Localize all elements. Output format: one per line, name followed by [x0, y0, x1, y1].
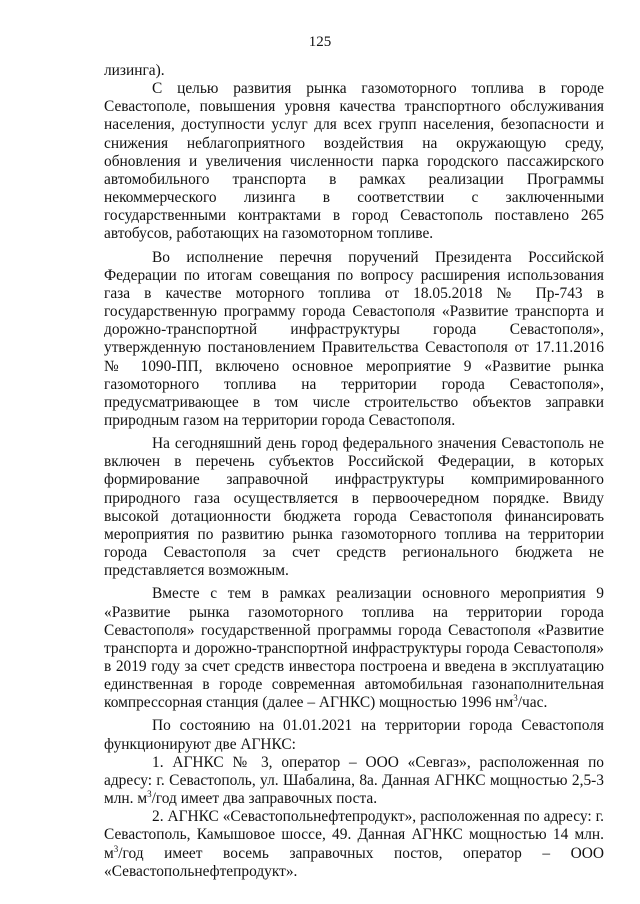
paragraph-5: [104, 585, 604, 712]
document-body: [104, 62, 604, 881]
page-number: 125: [308, 34, 332, 50]
paragraph-1-text: лизинга).: [104, 62, 165, 79]
paragraph-4-text: На сегодняшний день город федерального значения Севастополь не включен в перечень субъектов Российской Федерации, в которых формирование заправочной инфраструктуры компримированного природного газа осуществляется в первоочередном порядке. Ввиду высокой дотационности бюджета города Севастополя финансировать мероприятия по развитию рынка газомоторного топлива на территории города Севастополя за счет средств регионального бюджета не представляется возможным.: [104, 435, 604, 580]
list-item-2-text: 2. АГНКС «Севастопольнефтепродукт», расположенная по адресу: г. Севастополь, Камышовое шоссе, 49. Данная АГНКС мощностью 14 млн. м: [104, 808, 604, 862]
list-item-1-text: 1. АГНКС № 3, оператор – ООО «Севгаз», расположенная по адресу: г. Севастополь, ул. Шабалина, 8а. Данная АГНКС мощностью 2,5-3 млн. м: [104, 753, 604, 808]
paragraph-1: [104, 62, 604, 80]
paragraph-3: [104, 249, 604, 431]
list-item-1: [104, 754, 604, 808]
list-item-2: [104, 808, 604, 881]
paragraph-5-text: Вместе с тем в рамках реализации основного мероприятия 9 «Развитие рынка газомоторного топлива на территории города Севастополя» государственной программы города Севастополя «Развитие транспорта и дорожно-транспортной инфраструктуры города Севастополя» в 2019 году за счет средств инвестора построена и введена в эксплуатацию единственная в городе современная автомобильная газонаполнительная компрессорная станция (далее – АГНКС) мощностью 1996 нм: [104, 585, 604, 712]
paragraph-2-text: С целью развития рынка газомоторного топлива в городе Севастополе, повышения уровня качества транспортного обслуживания населения, доступности услуг для всех групп населения, безопасности и снижения неблагоприятного воздействия на окружающую среду, обновления и увеличения численности парка городского пассажирского автомобильного транспорта в рамках реализации Программы некоммерческого лизинга в соответствии с заключенными государственными контрактами в город Севастополь поставлено 265 автобусов, работающих на газомоторном топливе.: [104, 80, 604, 243]
paragraph-4: [104, 435, 604, 580]
paragraph-2: [104, 80, 604, 243]
superscript-3: 3: [113, 843, 119, 854]
paragraph-6-text: По состоянию на 01.01.2021 на территории города Севастополя функционируют две АГНКС:: [104, 717, 604, 753]
paragraph-6: [104, 717, 604, 753]
paragraph-3-text: Во исполнение перечня поручений Президента Российской Федерации по итогам совещания по вопросу расширения использования газа в качестве моторного топлива от 18.05.2018 № Пр-743 в государственную программу города Севастополя «Развитие транспорта и дорожно-транспортной инфраструктуры города Севастополя», утвержденную постановлением Правительства Севастополя от 17.11.2016 № 1090-ПП, включено основное мероприятие 9 «Развитие рынка газомоторного топлива на территории города Севастополя», предусматривающее в том числе строительство объектов заправки природным газом на территории города Севастополя.: [104, 248, 604, 429]
superscript-3: 3: [147, 789, 152, 800]
superscript-3: 3: [513, 693, 518, 704]
list-item-2-text-end: /год имеет восемь заправочных постов, оператор – ООО «Севастопольнефтепродукт».: [104, 844, 604, 880]
paragraph-5-text-end: /час.: [517, 694, 548, 712]
list-item-1-text-end: /год имеет два заправочных поста.: [151, 790, 378, 808]
